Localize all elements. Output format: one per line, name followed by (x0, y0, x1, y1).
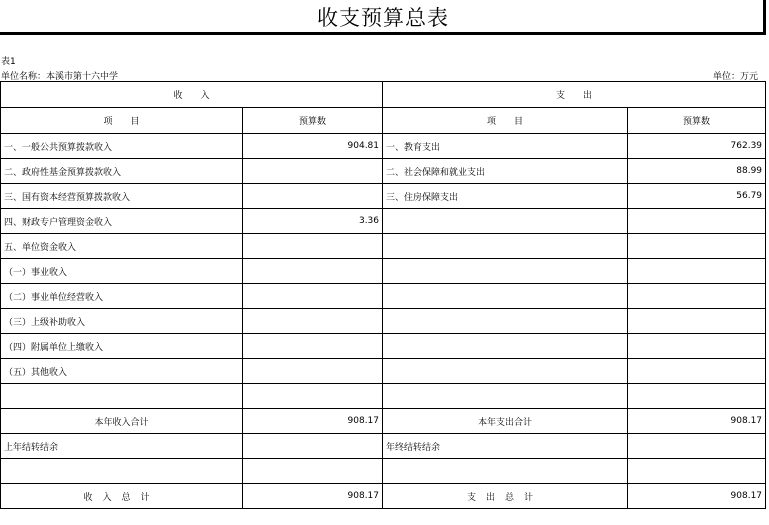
income-item-cell: （五）其他收入 (1, 359, 243, 384)
expense-value-cell: 762.39 (628, 134, 766, 159)
expense-total-value: 908.17 (628, 409, 766, 434)
income-value-cell (243, 284, 383, 309)
income-value-cell: 904.81 (243, 134, 383, 159)
empty-cell (628, 459, 766, 484)
income-value-cell: 3.36 (243, 209, 383, 234)
expense-section-header: 支 出 (383, 82, 766, 108)
carry-out-label: 年终结转结余 (383, 434, 628, 459)
income-item-cell: 三、国有资本经营预算拨款收入 (1, 184, 243, 209)
expense-item-cell: 一、教育支出 (383, 134, 628, 159)
expense-item-cell: 二、社会保障和就业支出 (383, 159, 628, 184)
grand-income-value: 908.17 (243, 484, 383, 509)
page-title: 收支预算总表 (317, 6, 449, 30)
expense-item-cell (383, 234, 628, 259)
table-row (1, 134, 766, 159)
carryover-row (1, 434, 766, 459)
income-item-cell: 二、政府性基金预算拨款收入 (1, 159, 243, 184)
income-item-cell: 一、一般公共预算拨款收入 (1, 134, 243, 159)
expense-budget-header: 预算数 (628, 108, 766, 134)
income-budget-header: 预算数 (243, 108, 383, 134)
table-row (1, 209, 766, 234)
income-value-cell (243, 259, 383, 284)
table-row (1, 384, 766, 409)
unit-label: 单位：万元 (713, 72, 759, 82)
empty-cell (243, 459, 383, 484)
income-value-cell (243, 159, 383, 184)
expense-value-cell (628, 309, 766, 334)
table-row (1, 359, 766, 384)
expense-item-cell (383, 384, 628, 409)
income-item-cell: （二）事业单位经营收入 (1, 284, 243, 309)
income-value-cell (243, 334, 383, 359)
table-number: 表1 (1, 57, 16, 67)
carry-in-label: 上年结转结余 (1, 434, 243, 459)
expense-item-cell (383, 259, 628, 284)
table-row (1, 334, 766, 359)
expense-value-cell (628, 384, 766, 409)
carry-in-value (243, 434, 383, 459)
income-value-cell (243, 384, 383, 409)
income-total-value: 908.17 (243, 409, 383, 434)
income-item-cell: 四、财政专户管理资金收入 (1, 209, 243, 234)
section-header-row (1, 82, 766, 108)
empty-cell (383, 459, 628, 484)
grand-expense-label: 支出总计 (383, 484, 628, 509)
income-value-cell (243, 234, 383, 259)
budget-table (0, 81, 766, 509)
expense-item-cell (383, 309, 628, 334)
income-section-header: 收 入 (1, 82, 383, 108)
empty-cell (1, 459, 243, 484)
income-item-cell: （一）事业收入 (1, 259, 243, 284)
expense-value-cell (628, 359, 766, 384)
expense-total-label: 本年支出合计 (383, 409, 628, 434)
column-header-row (1, 108, 766, 134)
income-value-cell (243, 309, 383, 334)
income-item-cell: 五、单位资金收入 (1, 234, 243, 259)
grand-expense-value: 908.17 (628, 484, 766, 509)
table-row (1, 159, 766, 184)
annual-total-row (1, 409, 766, 434)
grand-income-label: 收入总计 (1, 484, 243, 509)
expense-item-header: 项 目 (383, 108, 628, 134)
income-value-cell (243, 359, 383, 384)
table-row (1, 184, 766, 209)
carry-out-value (628, 434, 766, 459)
expense-value-cell (628, 259, 766, 284)
expense-item-cell (383, 334, 628, 359)
table-row (1, 259, 766, 284)
expense-value-cell (628, 284, 766, 309)
table-row (1, 459, 766, 484)
expense-value-cell: 88.99 (628, 159, 766, 184)
expense-value-cell (628, 234, 766, 259)
income-item-cell (1, 384, 243, 409)
title-rule (0, 32, 766, 35)
expense-value-cell: 56.79 (628, 184, 766, 209)
expense-item-cell (383, 284, 628, 309)
expense-value-cell (628, 209, 766, 234)
expense-item-cell: 三、住房保障支出 (383, 184, 628, 209)
income-item-header: 项 目 (1, 108, 243, 134)
expense-item-cell (383, 359, 628, 384)
income-total-label: 本年收入合计 (1, 409, 243, 434)
expense-value-cell (628, 334, 766, 359)
income-item-cell: （三）上级补助收入 (1, 309, 243, 334)
income-item-cell: （四）附属单位上缴收入 (1, 334, 243, 359)
table-row (1, 284, 766, 309)
table-row (1, 309, 766, 334)
expense-item-cell (383, 209, 628, 234)
table-row (1, 234, 766, 259)
grand-total-row (1, 484, 766, 509)
income-value-cell (243, 184, 383, 209)
unit-name: 单位名称：本溪市第十六中学 (1, 72, 119, 82)
